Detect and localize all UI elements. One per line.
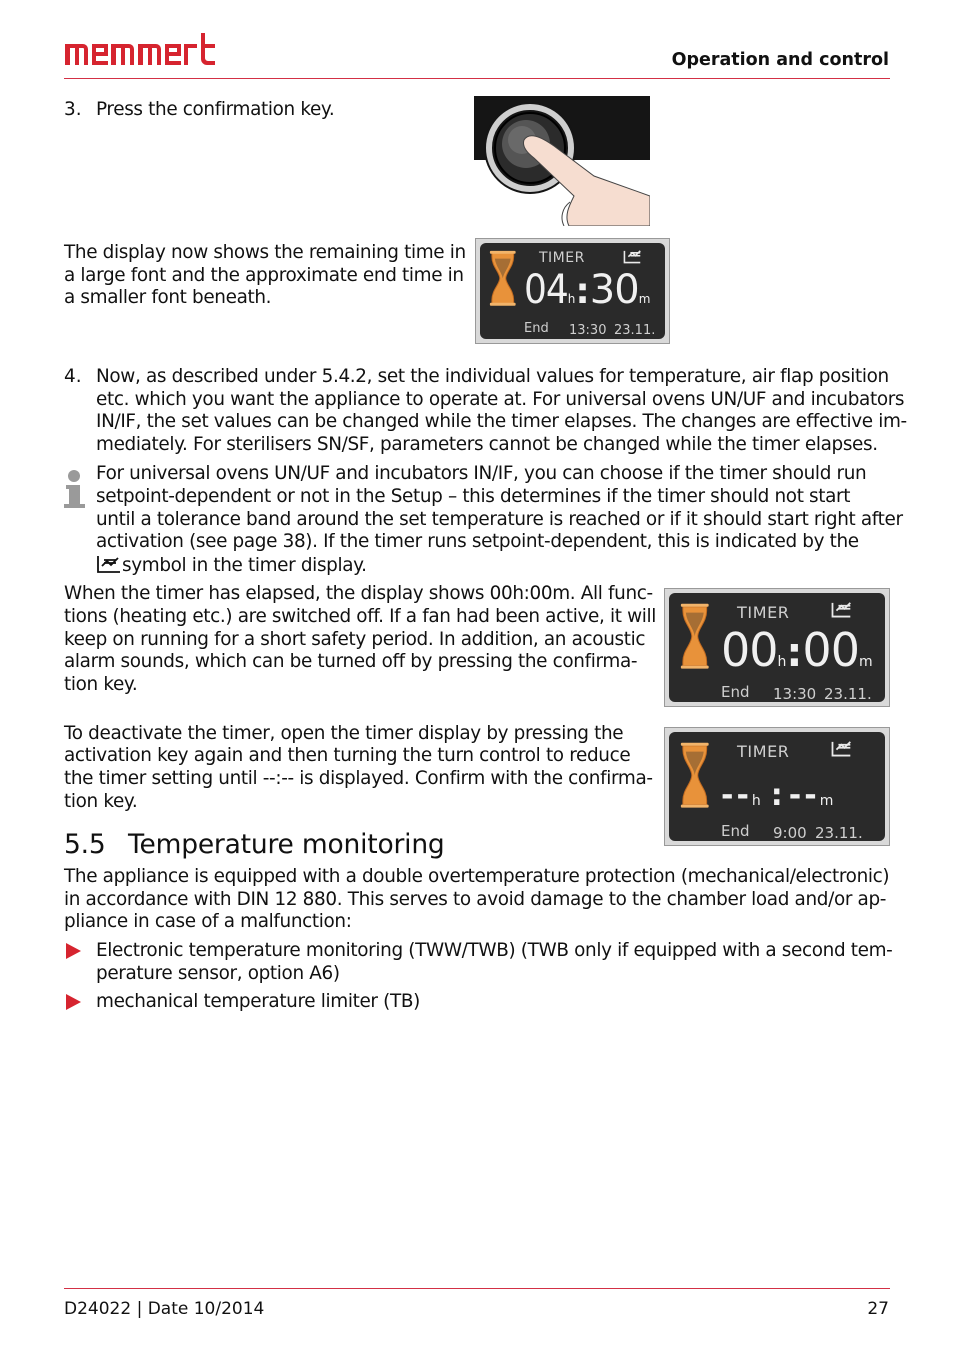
header-divider bbox=[64, 78, 890, 79]
section-heading bbox=[64, 829, 445, 861]
monitoring-intro-line: pliance in case of a malfunction: bbox=[64, 911, 352, 932]
info-note-text: symbol in the timer display. bbox=[122, 555, 367, 576]
step-text-line: mediately. For sterilisers SN/SF, parameters cannot be changed while the timer elapses. bbox=[96, 434, 878, 455]
info-note-text: – this determines if the timer should not start bbox=[442, 486, 851, 507]
bullet-item-line: mechanical temperature limiter (TB) bbox=[96, 991, 420, 1012]
end-date: 23.11. bbox=[614, 323, 656, 338]
end-time: 9:00 bbox=[773, 824, 807, 841]
display-note-line: The display now shows the remaining time in bbox=[64, 242, 466, 263]
footer-divider bbox=[64, 1288, 890, 1289]
timer-display-running bbox=[475, 238, 670, 344]
timer-hours: 04 bbox=[524, 267, 568, 313]
info-note-line bbox=[96, 486, 850, 509]
page-header-title: Operation and control bbox=[671, 50, 889, 70]
bullet-item-line: perature sensor, option A6) bbox=[96, 963, 340, 984]
timer-title: TIMER bbox=[737, 742, 790, 761]
timer-title: TIMER bbox=[737, 603, 790, 622]
hourglass-icon bbox=[681, 743, 709, 808]
bullet-arrow-icon bbox=[66, 994, 81, 1010]
setpoint-dependent-icon bbox=[832, 742, 850, 756]
deactivate-note-line: tion key. bbox=[64, 791, 138, 812]
bullet-item-line: Electronic temperature monitoring (TWW/TWB) (TWB only if equipped with a second tem- bbox=[96, 940, 893, 961]
step-text-line: IN/IF, the set values can be changed while the timer elapses. The changes are effective im- bbox=[96, 411, 907, 432]
document-reference: D24022 | Date 10/2014 bbox=[64, 1299, 265, 1319]
deactivate-note-line: activation key again and then turning the turn control to reduce bbox=[64, 745, 631, 766]
display-note-line: a smaller font beneath. bbox=[64, 287, 272, 308]
section-number: 5.5 bbox=[64, 829, 106, 860]
timer-minutes-unit: m bbox=[858, 654, 873, 670]
info-icon bbox=[62, 468, 88, 510]
step-text-line: Now, as described under 5.4.2, set the individual values for temperature, air flap position bbox=[96, 366, 889, 387]
timer-display-elapsed bbox=[664, 588, 890, 707]
hourglass-icon bbox=[490, 251, 516, 329]
section-title: Temperature monitoring bbox=[128, 829, 445, 860]
timer-hours-unit: h bbox=[567, 292, 576, 306]
timer-hours-unit: h bbox=[777, 654, 787, 670]
elapsed-note-line: tion key. bbox=[64, 674, 138, 695]
elapsed-note-line: keep on running for a short safety period. In addition, an acoustic bbox=[64, 629, 646, 650]
end-label: End bbox=[524, 321, 549, 336]
info-note-line: activation (see page 38). If the timer runs setpoint-dependent, this is indicated by the bbox=[96, 531, 859, 552]
step-text: Press the confirmation key. bbox=[96, 99, 335, 120]
deactivate-note-line: the timer setting until --:-- is displayed. Confirm with the confirma- bbox=[64, 768, 653, 789]
monitoring-intro-line: The appliance is equipped with a double overtemperature protection (mechanical/electronic) bbox=[64, 866, 890, 887]
timer-colon: : bbox=[770, 778, 783, 813]
timer-minutes-unit: m bbox=[819, 793, 834, 809]
end-date: 23.11. bbox=[824, 685, 872, 702]
info-note-text: setpoint-dependent or not in the bbox=[96, 486, 391, 507]
setpoint-dependent-icon bbox=[832, 603, 850, 617]
page-number: 27 bbox=[867, 1299, 889, 1319]
timer-minutes: 30 bbox=[589, 267, 639, 313]
timer-colon: : bbox=[575, 271, 590, 312]
timer-title: TIMER bbox=[539, 250, 585, 266]
elapsed-note-line: When the timer has elapsed, the display shows 00h:00m. All func- bbox=[64, 583, 653, 604]
elapsed-note-line: tions (heating etc.) are switched off. If a fan had been active, it will bbox=[64, 606, 657, 627]
timer-minutes: 00 bbox=[802, 623, 859, 677]
info-note-line: until a tolerance band around the set temperature is reached or if it should start right after bbox=[96, 509, 903, 530]
monitoring-intro-line: in accordance with DIN 12 880. This serves to avoid damage to the chamber load and/or ap- bbox=[64, 889, 887, 910]
timer-display-deactivated bbox=[664, 727, 890, 846]
step-number: 3. bbox=[64, 99, 82, 120]
setup-term: Setup bbox=[390, 486, 443, 507]
end-time: 13:30 bbox=[569, 323, 607, 338]
setpoint-dependent-icon bbox=[96, 554, 122, 574]
timer-hours: -- bbox=[721, 778, 752, 813]
hourglass-icon bbox=[681, 604, 709, 669]
end-time: 13:30 bbox=[773, 685, 817, 702]
end-label: End bbox=[721, 822, 750, 840]
end-date: 23.11. bbox=[815, 824, 863, 841]
timer-hours: 00 bbox=[721, 623, 778, 677]
confirmation-key-illustration bbox=[474, 96, 650, 226]
display-note-line: a large font and the approximate end time in bbox=[64, 265, 464, 286]
timer-minutes-unit: m bbox=[638, 292, 651, 306]
end-label: End bbox=[721, 683, 750, 701]
timer-hours-unit: h bbox=[751, 793, 761, 809]
elapsed-note-line: alarm sounds, which can be turned off by pressing the confirma- bbox=[64, 651, 638, 672]
info-note-line bbox=[96, 554, 367, 578]
step-text-line: etc. which you want the appliance to operate at. For universal ovens UN/UF and incubators bbox=[96, 389, 905, 410]
setpoint-dependent-icon bbox=[624, 251, 640, 263]
bullet-arrow-icon bbox=[66, 943, 81, 959]
memmert-logo bbox=[64, 30, 216, 72]
timer-minutes: -- bbox=[788, 778, 820, 813]
timer-colon: : bbox=[786, 630, 803, 676]
step-number: 4. bbox=[64, 366, 82, 387]
info-note-line: For universal ovens UN/UF and incubators IN/IF, you can choose if the timer should run bbox=[96, 463, 867, 484]
deactivate-note-line: To deactivate the timer, open the timer display by pressing the bbox=[64, 723, 624, 744]
